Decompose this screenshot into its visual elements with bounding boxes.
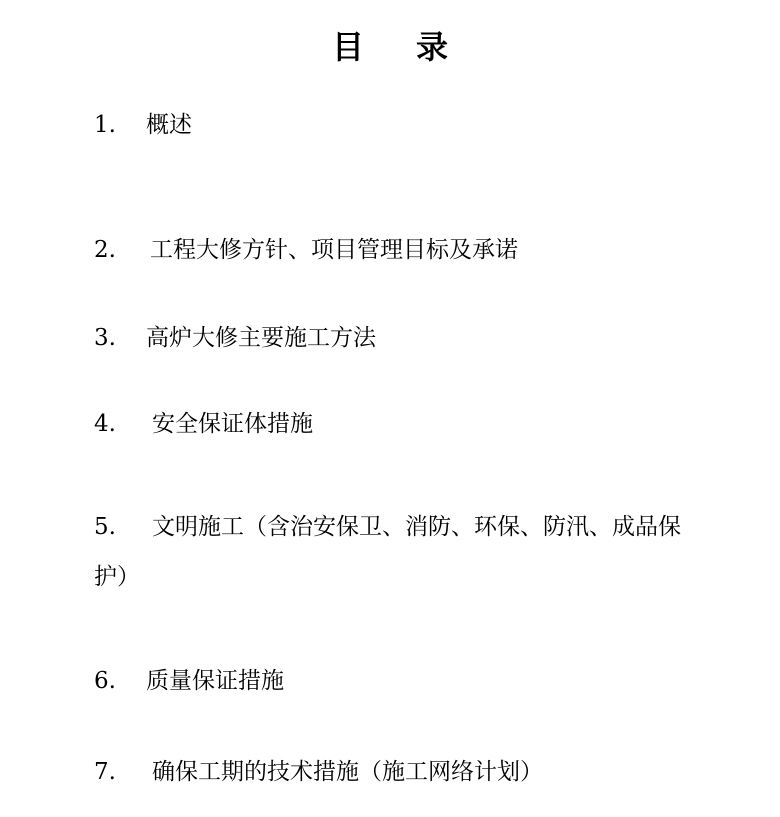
toc-number: 5.: [94, 514, 116, 540]
title-char-1: 目: [331, 28, 364, 66]
toc-number: 7.: [94, 759, 116, 785]
toc-number: 4.: [94, 411, 116, 437]
title-char-2: 录: [416, 28, 449, 66]
toc-text: 概述: [146, 112, 192, 138]
toc-text: 确保工期的技术措施（施工网络计划）: [152, 759, 543, 785]
toc-text: 文明施工（含治安保卫、消防、环保、防汛、成品保护）: [94, 514, 681, 590]
toc-item-3: [94, 313, 376, 363]
toc-item-5: [94, 502, 714, 602]
toc-text: 高炉大修主要施工方法: [146, 325, 376, 351]
toc-number: 1.: [94, 112, 116, 138]
toc-number: 3.: [94, 325, 116, 351]
toc-item-7: [94, 747, 543, 797]
toc-item-4: [94, 399, 313, 449]
toc-number: 2.: [94, 237, 116, 263]
toc-item-6: [94, 656, 284, 706]
page-title: [0, 22, 780, 68]
toc-text: 安全保证体措施: [152, 411, 313, 437]
toc-text: 质量保证措施: [146, 668, 284, 694]
toc-item-1: [94, 100, 192, 150]
toc-text: 工程大修方针、项目管理目标及承诺: [150, 237, 518, 263]
toc-item-2: [94, 225, 518, 275]
toc-number: 6.: [94, 668, 116, 694]
